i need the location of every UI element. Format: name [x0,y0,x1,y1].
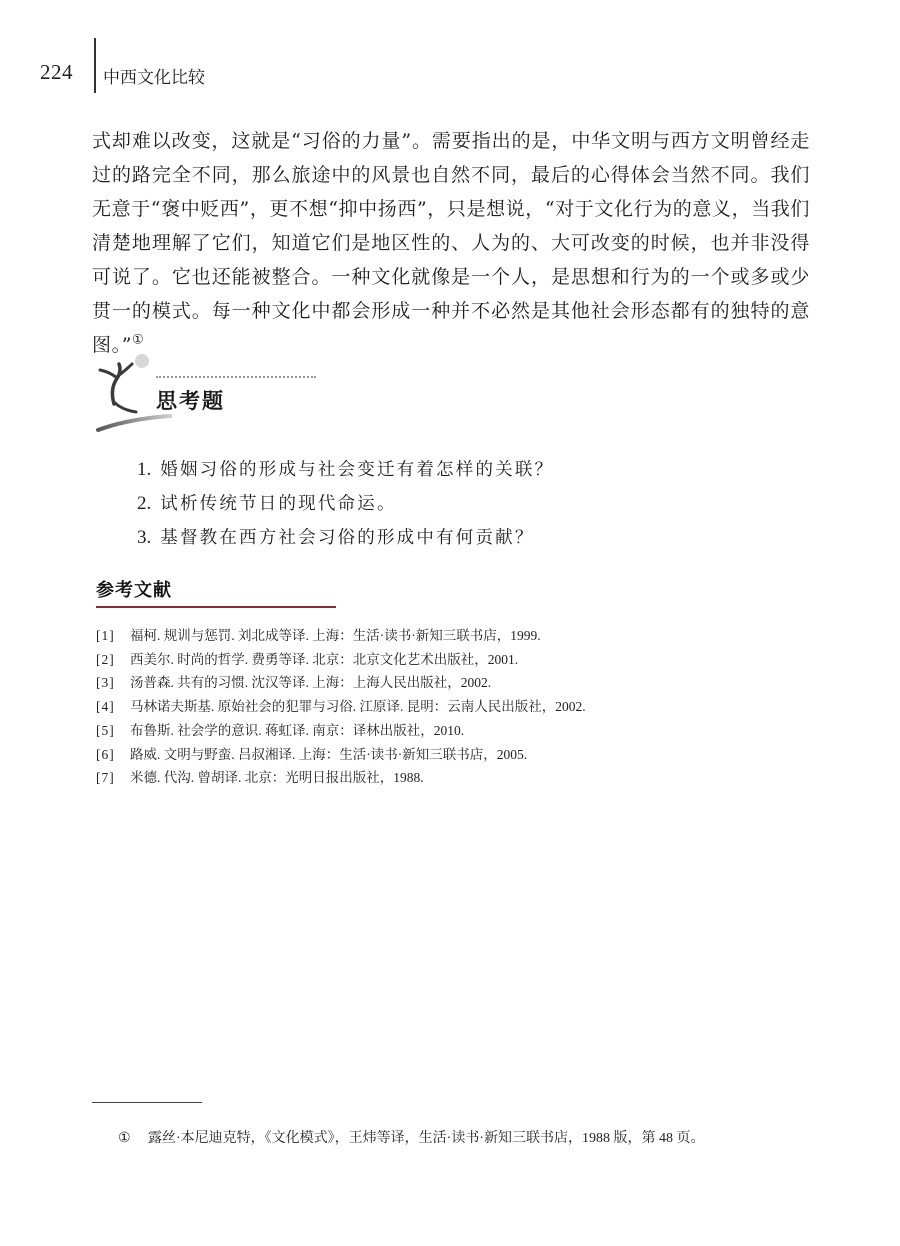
references-heading-rule [96,606,336,608]
body-paragraph [92,124,810,362]
reference-text: 马林诺夫斯基. 原始社会的犯罪与习俗. 江原译. 昆明：云南人民出版社，2002. [130,699,586,715]
footnote-number: ① [118,1131,131,1146]
list-item [137,521,554,555]
references-list [96,624,586,790]
reference-number: [4] [96,699,115,715]
reference-number: [5] [96,722,115,738]
footnote [118,1127,704,1147]
reference-number: [7] [96,770,115,786]
running-head-title: 中西文化比较 [103,68,205,88]
header-divider [94,38,96,93]
think-questions-title: 思考题 [156,389,225,413]
reference-number: [2] [96,651,115,667]
reference-text: 福柯. 规训与惩罚. 刘北成等译. 上海：生活·读书·新知三联书店，1999. [130,628,541,643]
list-item [96,648,586,672]
page-number: 224 [40,60,73,84]
list-item [96,624,586,648]
reference-text: 汤普森. 共有的习惯. 沈汉等译. 上海：上海人民出版社，2002. [130,675,492,691]
reference-text: 西美尔. 时尚的哲学. 费勇等译. 北京：北京文化艺术出版社，2001. [130,651,519,667]
think-questions-list [137,453,554,555]
question-text: 基督教在西方社会习俗的形成中有何贡献？ [160,528,535,548]
list-item [137,487,554,521]
list-item [96,766,586,790]
body-paragraph-text: 式却难以改变，这就是“习俗的力量”。需要指出的是，中华文明与西方文明曾经走过的路完全不同，那么旅途中的风景也自然不同，最后的心得体会当然不同。我们无意于“褒中贬西”，更不想“抑中扬西”，只是想说，“对于文化行为的意义，当我们清楚地理解了它们，知道它们是地区性的、人为的、大可改变的时候，也并非没得可说了。它也还能被整合。一种文化就像是一个人，是思想和行为的一个或多或少贯一的模式。每一种文化中都会形成一种并不必然是其他社会形态都有的独特的意图。” [92,130,810,356]
list-item [137,453,554,487]
footnote-text: 露丝·本尼迪克特，《文化模式》，王炜等译，生活·读书·新知三联书店，1988 版，第 48 页。 [148,1131,705,1146]
think-title-dotted-line [156,376,316,378]
references-heading: 参考文献 [96,580,172,601]
reference-text: 布鲁斯. 社会学的意识. 蒋虹译. 南京：译林出版社，2010. [130,722,465,738]
reference-number: [3] [96,675,115,691]
question-number: 1. [137,459,152,480]
footnote-separator [92,1102,202,1103]
list-item [96,743,586,767]
reference-number: [6] [96,746,115,762]
reference-number: [1] [96,628,115,643]
list-item [96,719,586,743]
question-text: 试析传统节日的现代命运。 [160,494,397,514]
reference-text: 路威. 文明与野蛮. 吕叔湘译. 上海：生活·读书·新知三联书店，2005. [130,746,528,762]
question-text: 婚姻习俗的形成与社会变迁有着怎样的关联？ [160,460,555,480]
question-number: 3. [137,527,152,548]
reference-text: 米德. 代沟. 曾胡译. 北京：光明日报出版社，1988. [130,770,424,786]
list-item [96,671,586,695]
question-number: 2. [137,493,152,514]
list-item [96,695,586,719]
footnote-marker: ① [132,332,145,348]
